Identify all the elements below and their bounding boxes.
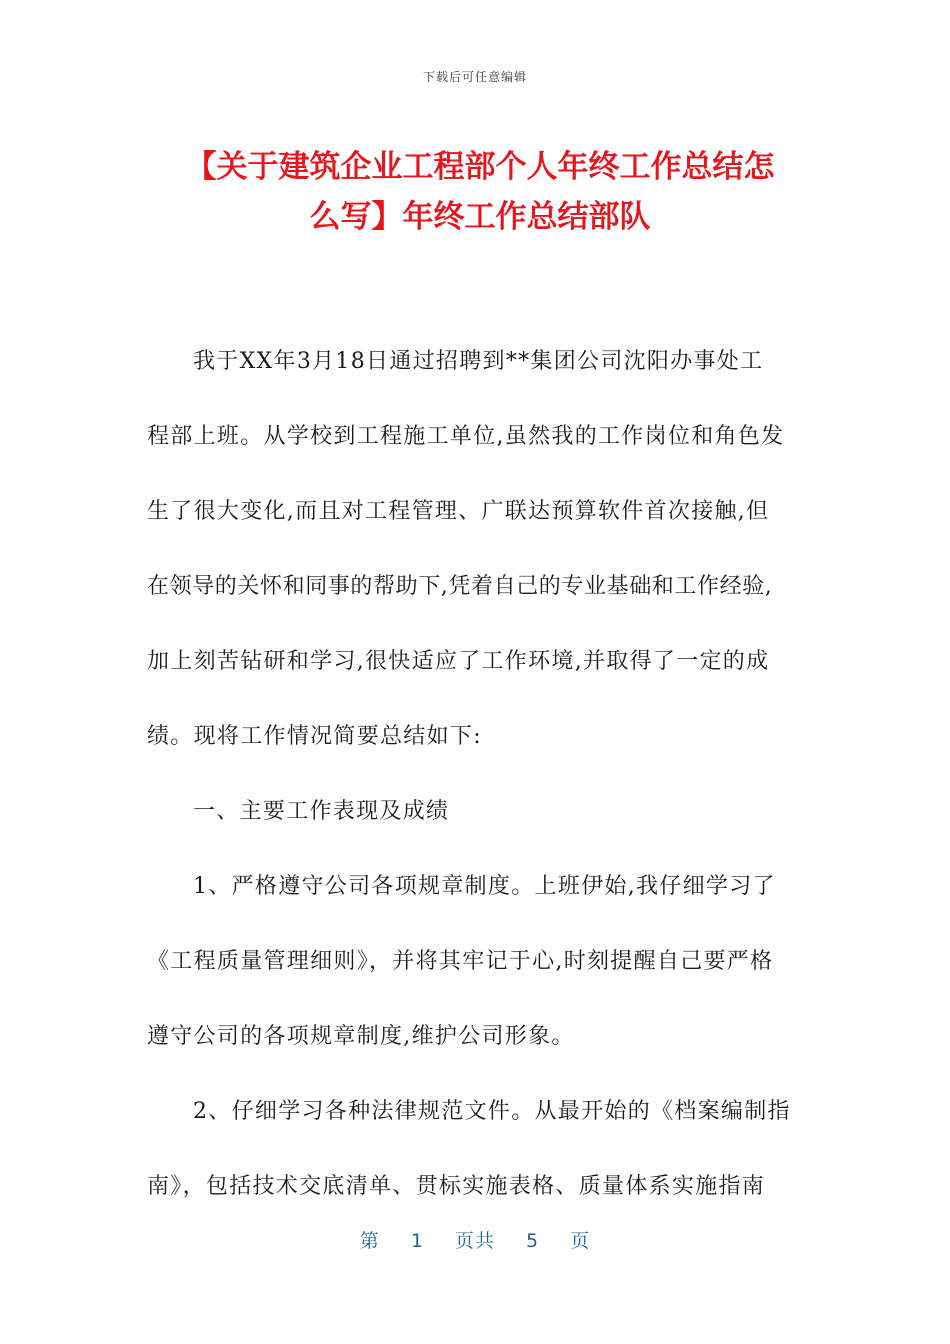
body-line: 《工程质量管理细则》，并将其牢记于心,时刻提醒自己要严格 — [147, 949, 774, 974]
body-line: 在领导的关怀和同事的帮助下,凭着自己的专业基础和工作经验, — [147, 574, 773, 599]
body-line: 加上刻苦钻研和学习,很快适应了工作环境,并取得了一定的成 — [147, 649, 770, 674]
page-footer — [0, 1226, 950, 1253]
body-line: 生了很大变化,而且对工程管理、广联达预算软件首次接触,但 — [147, 499, 770, 524]
body-line: 南》，包括技术交底清单、贯标实施表格、质量体系实施指南 — [147, 1174, 766, 1199]
footer-total-pages: 5 — [526, 1230, 540, 1252]
title-line-2: 么写】年终工作总结部队 — [309, 199, 651, 235]
title-line-1: 【关于建筑企业工程部个人年终工作总结怎 — [185, 149, 775, 185]
footer-page-number: 1 — [410, 1230, 424, 1252]
document-body — [147, 324, 807, 1224]
body-line: 2、仔细学习各种法律规范文件。从最开始的《档案编制指 — [193, 1099, 791, 1124]
body-line: 我于XX年3月18日通过招聘到**集团公司沈阳办事处工 — [193, 349, 764, 374]
body-line: 1、严格遵守公司各项规章制度。上班伊始,我仔细学习了 — [193, 874, 776, 899]
document-title — [150, 142, 810, 242]
footer-prefix: 第 — [359, 1230, 380, 1252]
body-line: 绩。现将工作情况简要总结如下: — [147, 724, 482, 749]
body-line: 程部上班。从学校到工程施工单位,虽然我的工作岗位和角色发 — [147, 424, 785, 449]
body-line: 遵守公司的各项规章制度,维护公司形象。 — [147, 1024, 575, 1049]
section-heading: 一、主要工作表现及成绩 — [193, 799, 450, 824]
header-note: 下载后可任意编辑 — [422, 70, 527, 84]
footer-suffix: 页 — [570, 1230, 591, 1252]
footer-middle: 页共 — [454, 1230, 495, 1252]
